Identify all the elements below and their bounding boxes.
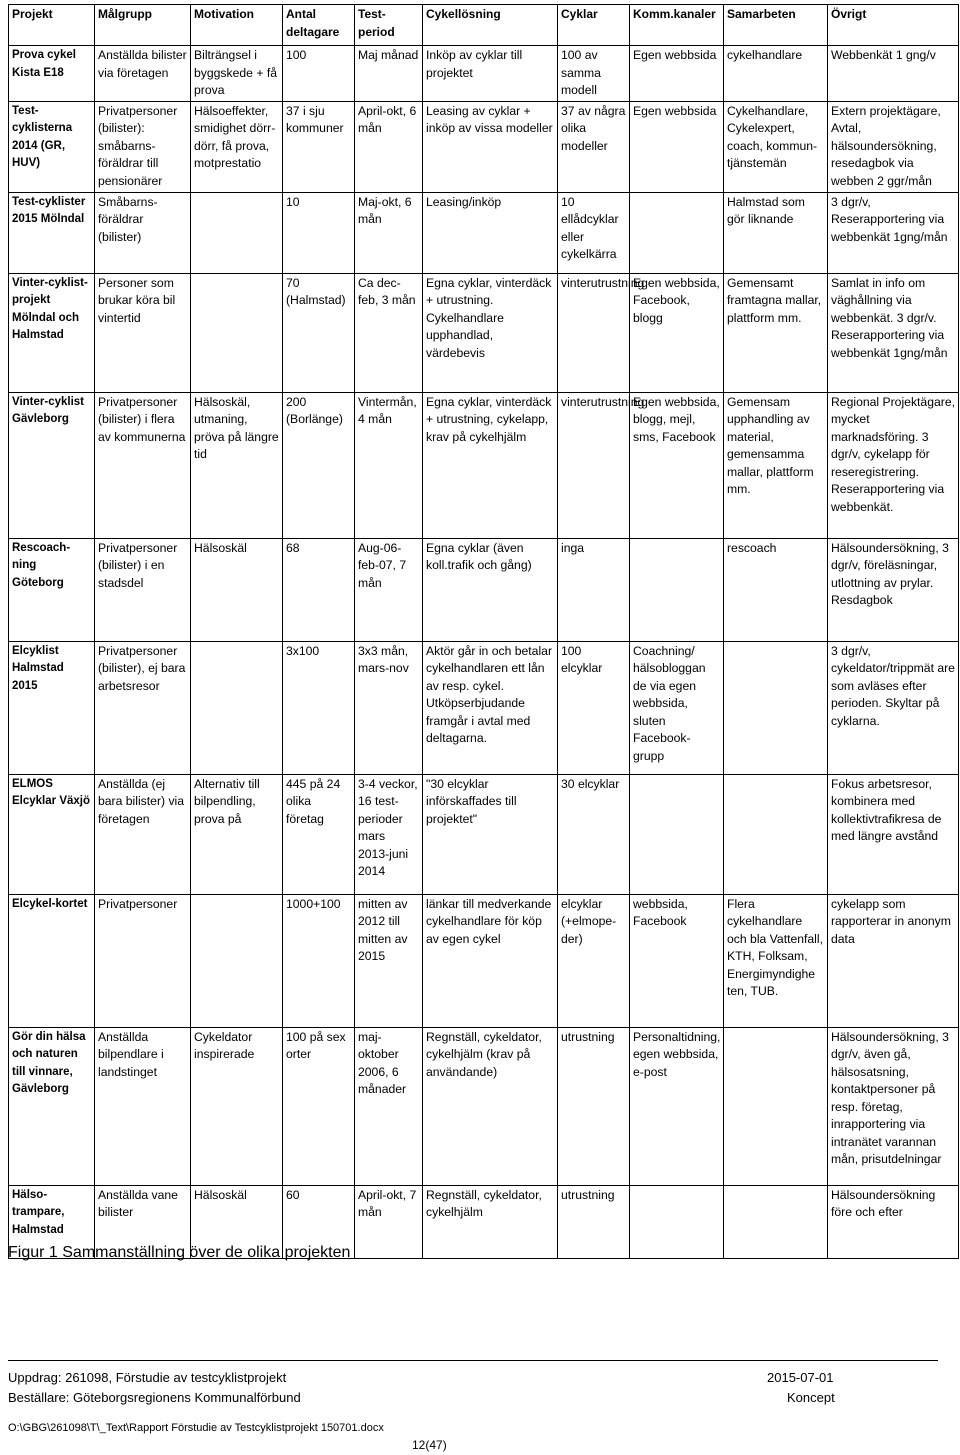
table-cell: Hälsoskäl, utmaning, pröva på längre tid bbox=[191, 392, 283, 538]
table-cell: webbsida, Facebook bbox=[630, 894, 724, 1027]
column-header: Målgrupp bbox=[95, 5, 191, 46]
table-row bbox=[9, 101, 959, 192]
table-cell: Maj-okt, 6 mån bbox=[355, 192, 423, 273]
footer-file-path: O:\GBG\261098\T\_Text\Rapport Förstudie av Testcyklistprojekt 150701.docx bbox=[8, 1422, 384, 1434]
table-cell: 37 i sju kommuner bbox=[283, 101, 355, 192]
table-cell bbox=[630, 1185, 724, 1258]
table-cell: 60 bbox=[283, 1185, 355, 1258]
column-header: Antal deltagare bbox=[283, 5, 355, 46]
table-cell: elcyklar (+elmope-der) bbox=[558, 894, 630, 1027]
table-cell: Hälsoundersökning, 3 dgr/v, även gå, hälsosatsning, kontaktpersoner på resp. företag, inrapportering via intranätet varannan mån, prisutdelningar bbox=[828, 1027, 959, 1185]
table-cell: Alternativ till bilpendling, prova på bbox=[191, 774, 283, 894]
table-cell: cykelapp som rapporterar in anonym data bbox=[828, 894, 959, 1027]
project-name-cell: Vinter-cyklist Gävleborg bbox=[9, 392, 95, 538]
project-name-cell: Gör din hälsa och naturen till vinnare, Gävleborg bbox=[9, 1027, 95, 1185]
table-cell: 3x3 mån, mars-nov bbox=[355, 641, 423, 774]
table-cell: mitten av 2012 till mitten av 2015 bbox=[355, 894, 423, 1027]
table-cell: Bilträngsel i byggskede + få prova bbox=[191, 46, 283, 102]
table-cell: Privatpersoner bbox=[95, 894, 191, 1027]
table-cell: rescoach bbox=[724, 538, 828, 641]
table-cell bbox=[630, 538, 724, 641]
table-cell: 10 bbox=[283, 192, 355, 273]
table-cell: 37 av några olika modeller bbox=[558, 101, 630, 192]
table-cell: Egna cyklar, vinterdäck + utrustning, cykelapp, krav på cykelhjälm bbox=[423, 392, 558, 538]
table-cell: Aktör går in och betalar cykelhandlaren ett lån av resp. cykel. Utköpserbjudande framgår i avtal med deltagarna. bbox=[423, 641, 558, 774]
table-row bbox=[9, 538, 959, 641]
figure-caption: Figur 1 Sammanställning över de olika projekten bbox=[8, 1244, 351, 1261]
table-cell: Privatpersoner (bilister) i flera av kommunerna bbox=[95, 392, 191, 538]
table-cell: utrustning bbox=[558, 1185, 630, 1258]
table-cell: Vintermån, 4 mån bbox=[355, 392, 423, 538]
table-cell: April-okt, 7 mån bbox=[355, 1185, 423, 1258]
table-row bbox=[9, 273, 959, 392]
table-cell: 70 (Halmstad) bbox=[283, 273, 355, 392]
column-header: Komm.kanaler bbox=[630, 5, 724, 46]
table-cell: Regnställ, cykeldator, cykelhjälm bbox=[423, 1185, 558, 1258]
table-cell: vinterutrustning bbox=[558, 273, 630, 392]
column-header: Test-period bbox=[355, 5, 423, 46]
project-name-cell: Elcyklist Halmstad 2015 bbox=[9, 641, 95, 774]
table-row bbox=[9, 641, 959, 774]
table-cell: Egna cyklar, vinterdäck + utrustning. Cykelhandlare upphandlad, värdebevis bbox=[423, 273, 558, 392]
table-cell: Ca dec-feb, 3 mån bbox=[355, 273, 423, 392]
table-cell: Privatpersoner (bilister) i en stadsdel bbox=[95, 538, 191, 641]
table-cell: 3 dgr/v, Reserapportering via webbenkät 1gng/mån bbox=[828, 192, 959, 273]
table-cell: 200 (Borlänge) bbox=[283, 392, 355, 538]
table-row bbox=[9, 774, 959, 894]
table-cell: April-okt, 6 mån bbox=[355, 101, 423, 192]
table-cell: Hälsoskäl bbox=[191, 538, 283, 641]
table-cell: Leasing av cyklar + inköp av vissa modeller bbox=[423, 101, 558, 192]
footer-uppdrag: Uppdrag: 261098, Förstudie av testcyklistprojekt bbox=[8, 1370, 287, 1385]
column-header: Motivation bbox=[191, 5, 283, 46]
table-cell: Extern projektägare, Avtal, hälsoundersökning, resedagbok via webben 2 ggr/mån bbox=[828, 101, 959, 192]
table-cell: 3 dgr/v, cykeldator/trippmät are som avläses efter perioden. Skyltar på cyklarna. bbox=[828, 641, 959, 774]
table-cell: Webbenkät 1 gng/v bbox=[828, 46, 959, 102]
column-header: Övrigt bbox=[828, 5, 959, 46]
table-cell: Cykeldator inspirerade bbox=[191, 1027, 283, 1185]
table-cell: 100 elcyklar bbox=[558, 641, 630, 774]
table-cell: länkar till medverkande cykelhandlare för köp av egen cykel bbox=[423, 894, 558, 1027]
table-cell: Flera cykelhandlare och bla Vattenfall, KTH, Folksam, Energimyndighe ten, TUB. bbox=[724, 894, 828, 1027]
table-cell: Gemensamt framtagna mallar, plattform mm. bbox=[724, 273, 828, 392]
table-cell: Fokus arbetsresor, kombinera med kollektivtrafikresa de med längre avstånd bbox=[828, 774, 959, 894]
table-cell: maj-oktober 2006, 6 månader bbox=[355, 1027, 423, 1185]
table-cell: 100 bbox=[283, 46, 355, 102]
table-row bbox=[9, 1027, 959, 1185]
table-cell: 100 av samma modell bbox=[558, 46, 630, 102]
table-cell bbox=[630, 774, 724, 894]
table-cell bbox=[191, 273, 283, 392]
table-cell: 445 på 24 olika företag bbox=[283, 774, 355, 894]
table-cell bbox=[724, 641, 828, 774]
table-cell: Anställda bilpendlare i landstinget bbox=[95, 1027, 191, 1185]
table-cell bbox=[191, 894, 283, 1027]
footer-status: Koncept bbox=[787, 1390, 835, 1405]
table-cell: cykelhandlare bbox=[724, 46, 828, 102]
table-cell: Egen webbsida bbox=[630, 46, 724, 102]
table-cell: inga bbox=[558, 538, 630, 641]
table-cell: Privatpersoner (bilister): småbarns-föräldrar till pensionärer bbox=[95, 101, 191, 192]
table-header-row bbox=[9, 5, 959, 46]
column-header: Projekt bbox=[9, 5, 95, 46]
table-cell bbox=[724, 774, 828, 894]
table-cell: Egen webbsida, Facebook, blogg bbox=[630, 273, 724, 392]
table-cell: Egen webbsida bbox=[630, 101, 724, 192]
table-cell: Hälsoundersökning före och efter bbox=[828, 1185, 959, 1258]
table-cell: 100 på sex orter bbox=[283, 1027, 355, 1185]
page-number: 12(47) bbox=[412, 1438, 447, 1452]
table-row bbox=[9, 46, 959, 102]
table-cell: Regnställ, cykeldator, cykelhjälm (krav på användande) bbox=[423, 1027, 558, 1185]
table-cell bbox=[191, 641, 283, 774]
table-cell: utrustning bbox=[558, 1027, 630, 1185]
table-cell: 3x100 bbox=[283, 641, 355, 774]
project-name-cell: Rescoach-ning Göteborg bbox=[9, 538, 95, 641]
table-cell: Anställda (ej bara bilister) via företagen bbox=[95, 774, 191, 894]
table-cell: Småbarns-föräldrar (bilister) bbox=[95, 192, 191, 273]
table-cell: Gemensam upphandling av material, gemensamma mallar, plattform mm. bbox=[724, 392, 828, 538]
project-name-cell: Vinter-cyklist-projekt Mölndal och Halmstad bbox=[9, 273, 95, 392]
table-cell: "30 elcyklar införskaffades till projektet" bbox=[423, 774, 558, 894]
table-cell bbox=[724, 1185, 828, 1258]
project-name-cell: Hälso-trampare, Halmstad bbox=[9, 1185, 95, 1258]
table-cell: Leasing/inköp bbox=[423, 192, 558, 273]
table-cell: 10 ellådcyklar eller cykelkärra bbox=[558, 192, 630, 273]
table-cell: Anställda bilister via företagen bbox=[95, 46, 191, 102]
table-cell: Anställda vane bilister bbox=[95, 1185, 191, 1258]
table-cell: Egen webbsida, blogg, mejl, sms, Facebook bbox=[630, 392, 724, 538]
table-cell: Privatpersoner (bilister), ej bara arbetsresor bbox=[95, 641, 191, 774]
project-name-cell: Test-cyklister 2015 Mölndal bbox=[9, 192, 95, 273]
table-cell: Egna cyklar (även koll.trafik och gång) bbox=[423, 538, 558, 641]
table-cell: Cykelhandlare, Cykelexpert, coach, kommun-tjänstemän bbox=[724, 101, 828, 192]
table-cell: Regional Projektägare, mycket marknadsföring. 3 dgr/v, cykelapp för reseregistrering. Reserapportering via webbenkät. bbox=[828, 392, 959, 538]
table-cell: Personer som brukar köra bil vintertid bbox=[95, 273, 191, 392]
project-name-cell: Test-cyklisterna 2014 (GR, HUV) bbox=[9, 101, 95, 192]
table-cell: Hälsoeffekter, smidighet dörr-dörr, få prova, motprestatio bbox=[191, 101, 283, 192]
table-cell: vinterutrustning bbox=[558, 392, 630, 538]
table-row bbox=[9, 192, 959, 273]
table-cell: Halmstad som gör liknande bbox=[724, 192, 828, 273]
footer-divider bbox=[8, 1360, 938, 1361]
table-cell: Inköp av cyklar till projektet bbox=[423, 46, 558, 102]
footer-bestallare: Beställare: Göteborgsregionens Kommunalförbund bbox=[8, 1390, 301, 1405]
table-cell bbox=[630, 192, 724, 273]
table-cell: Personaltidning, egen webbsida, e-post bbox=[630, 1027, 724, 1185]
table-cell: Hälsoundersökning, 3 dgr/v, föreläsningar, utlottning av prylar. Resdagbok bbox=[828, 538, 959, 641]
project-name-cell: Prova cykel Kista E18 bbox=[9, 46, 95, 102]
table-cell: 68 bbox=[283, 538, 355, 641]
table-cell: Maj månad bbox=[355, 46, 423, 102]
table-cell: 3-4 veckor, 16 test-perioder mars 2013-juni 2014 bbox=[355, 774, 423, 894]
table-row bbox=[9, 894, 959, 1027]
table-cell: Hälsoskäl bbox=[191, 1185, 283, 1258]
project-name-cell: Elcykel-kortet bbox=[9, 894, 95, 1027]
table-cell: 30 elcyklar bbox=[558, 774, 630, 894]
column-header: Cykellösning bbox=[423, 5, 558, 46]
column-header: Samarbeten bbox=[724, 5, 828, 46]
table-cell: Aug-06-feb-07, 7 mån bbox=[355, 538, 423, 641]
table-cell: 1000+100 bbox=[283, 894, 355, 1027]
table-cell: Samlat in info om väghållning via webbenkät. 3 dgr/v. Reserapportering via webbenkät 1gng/mån bbox=[828, 273, 959, 392]
column-header: Cyklar bbox=[558, 5, 630, 46]
table-row bbox=[9, 392, 959, 538]
project-name-cell: ELMOS Elcyklar Växjö bbox=[9, 774, 95, 894]
table-cell bbox=[191, 192, 283, 273]
projects-table bbox=[8, 4, 959, 1259]
table-cell bbox=[724, 1027, 828, 1185]
footer-date: 2015-07-01 bbox=[767, 1370, 834, 1385]
table-cell: Coachning/ hälsobloggan de via egen webbsida, sluten Facebook-grupp bbox=[630, 641, 724, 774]
